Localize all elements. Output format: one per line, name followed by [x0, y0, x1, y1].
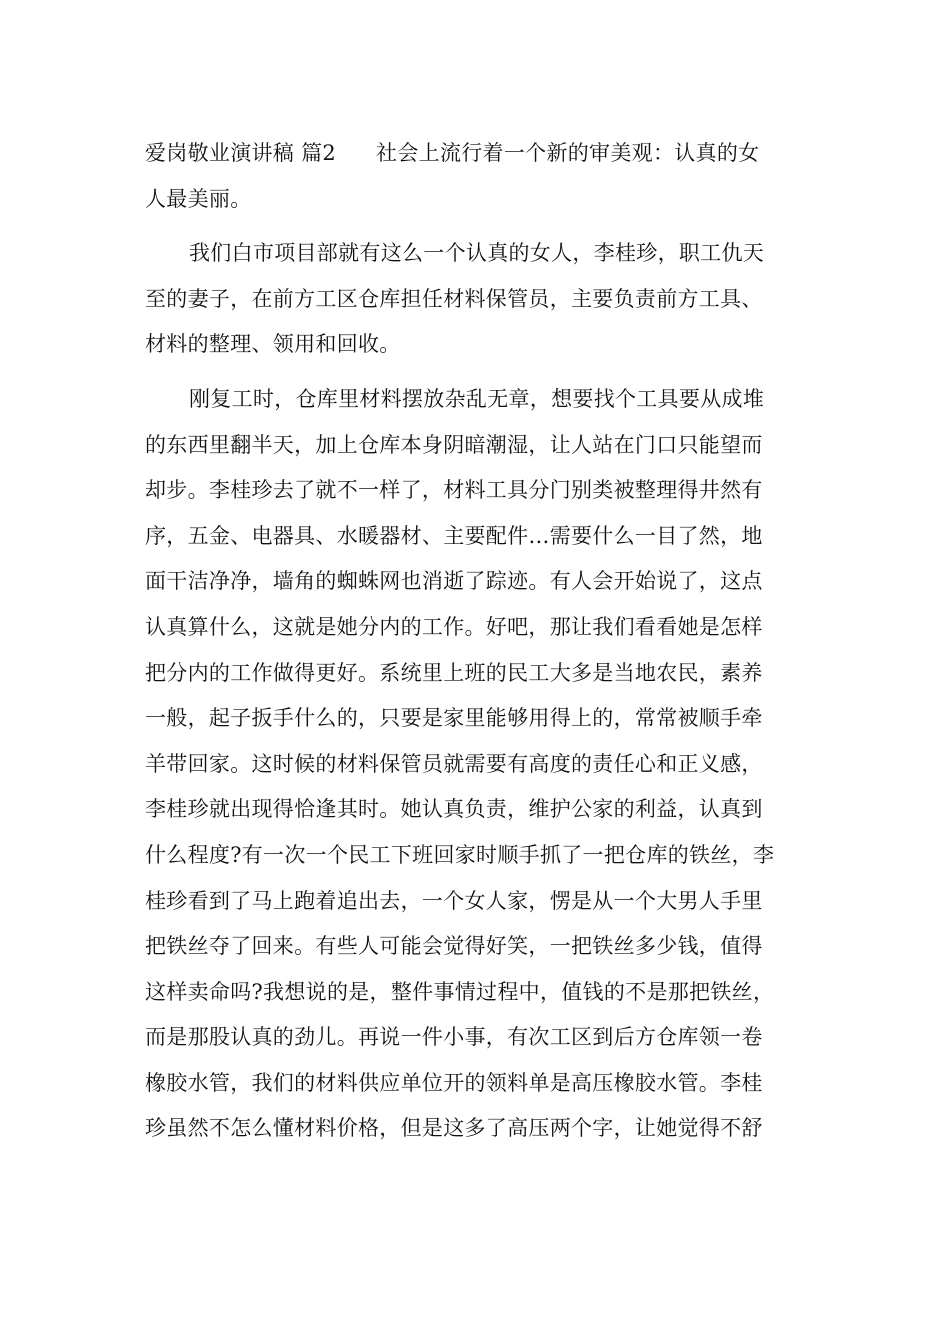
paragraph-line: 的东西里翻半天，加上仓库本身阴暗潮湿，让人站在门口只能望而 [145, 432, 763, 457]
paragraph-line: 珍虽然不怎么懂材料价格，但是这多了高压两个字，让她觉得不舒 [145, 1116, 763, 1141]
paragraph-line: 刚复工时，仓库里材料摆放杂乱无章，想要找个工具要从成堆 [189, 386, 765, 411]
paragraph-line: 这样卖命吗?我想说的是，整件事情过程中，值钱的不是那把铁丝， [145, 979, 775, 1004]
paragraph-line: 桂珍看到了马上跑着追出去，一个女人家，愣是从一个大男人手里 [145, 888, 763, 913]
document-body [145, 131, 805, 1152]
paragraph-line: 把铁丝夺了回来。有些人可能会觉得好笑，一把铁丝多少钱，值得 [145, 934, 763, 959]
paragraph-line: 橡胶水管，我们的材料供应单位开的领料单是高压橡胶水管。李桂 [145, 1070, 763, 1095]
paragraph-2 [145, 231, 805, 368]
paragraph-line: 材料的整理、领用和回收。 [145, 332, 401, 357]
paragraph-line: 羊带回家。这时候的材料保管员就需要有高度的责任心和正义感， [145, 751, 763, 776]
intro-line-1: 社会上流行着一个新的审美观：认真的女 [376, 141, 760, 165]
paragraph-line: 面干洁净净，墙角的蜘蛛网也消逝了踪迹。有人会开始说了，这点 [145, 569, 763, 594]
paragraph-line: 而是那股认真的劲儿。再说一件小事，有次工区到后方仓库领一卷 [145, 1025, 763, 1050]
paragraph-3 [145, 377, 805, 1152]
document-heading: 爱岗敬业演讲稿 篇2 [145, 141, 337, 165]
paragraph-spacer [145, 368, 805, 377]
first-line [145, 131, 805, 177]
paragraph-line: 序，五金、电器具、水暖器材、主要配件…需要什么一目了然，地 [145, 523, 763, 548]
paragraph-line: 我们白市项目部就有这么一个认真的女人，李桂珍，职工仇天 [189, 241, 765, 266]
paragraph-line: 一般，起子扳手什么的，只要是家里能够用得上的，常常被顺手牵 [145, 706, 763, 731]
paragraph-line: 至的妻子，在前方工区仓库担任材料保管员，主要负责前方工具、 [145, 286, 763, 311]
paragraph-line: 把分内的工作做得更好。系统里上班的民工大多是当地农民，素养 [145, 660, 763, 685]
paragraph-line: 李桂珍就出现得恰逢其时。她认真负责，维护公家的利益，认真到 [145, 797, 763, 822]
paragraph-line: 什么程度?有一次一个民工下班回家时顺手抓了一把仓库的铁丝，李 [145, 842, 775, 867]
intro-line-2: 人最美丽。 [145, 186, 252, 211]
paragraph-line: 却步。李桂珍去了就不一样了，材料工具分门别类被整理得井然有 [145, 478, 763, 503]
paragraph-spacer [145, 222, 805, 231]
paragraph-line: 认真算什么，这就是她分内的工作。好吧，那让我们看看她是怎样 [145, 614, 763, 639]
